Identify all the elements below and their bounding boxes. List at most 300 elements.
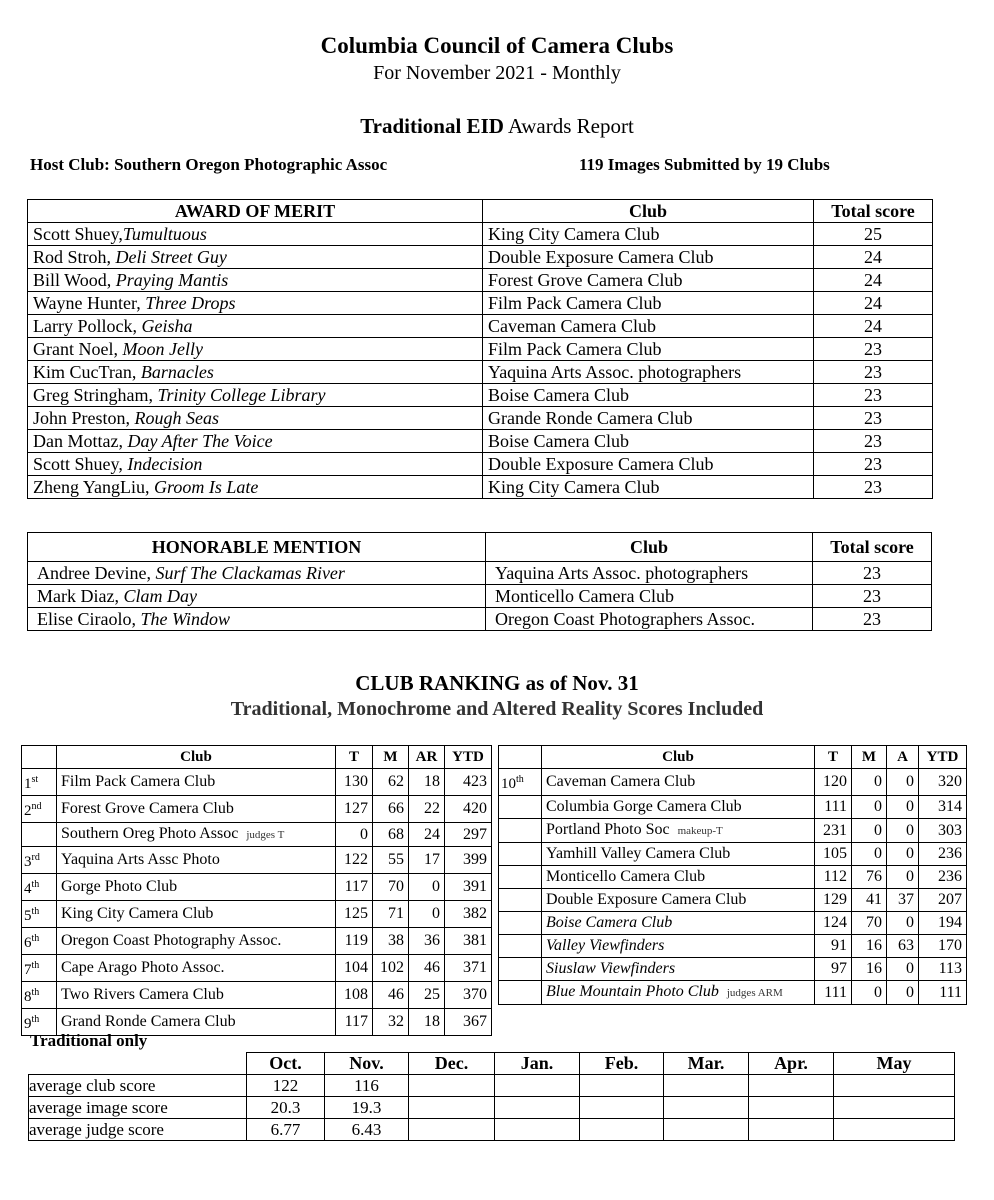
table-row (499, 796, 967, 819)
table-row (28, 562, 932, 585)
entry-cell (28, 292, 483, 315)
club-cell (542, 981, 815, 1005)
rank-suffix: th (31, 906, 40, 917)
image-title: Moon Jelly (122, 339, 203, 359)
rank-cell (499, 819, 542, 843)
ytd-score: 423 (445, 769, 492, 796)
club-name: Boise Camera Club (546, 914, 673, 931)
club-cell (57, 796, 336, 823)
ar-score: 18 (409, 769, 445, 796)
ar-score: 46 (409, 955, 445, 982)
rank-number: 1 (24, 776, 32, 792)
rank-cell (499, 981, 542, 1005)
rank-number: 10 (501, 776, 516, 792)
image-title: Praying Mantis (115, 270, 229, 290)
score-cell: 24 (814, 246, 933, 269)
image-title: Rough Seas (134, 408, 220, 428)
rank-cell (22, 847, 57, 874)
club-cell: Yaquina Arts Assoc. photographers (483, 361, 814, 384)
images-submitted: 119 Images Submitted by 19 Clubs (579, 155, 830, 174)
col-m: M (373, 746, 409, 769)
t-score: 0 (336, 823, 373, 847)
col-club: Club (483, 200, 814, 223)
ytd-score: 170 (919, 935, 967, 958)
m-score: 68 (373, 823, 409, 847)
entry-cell (28, 453, 483, 476)
month-value (664, 1097, 749, 1119)
month-header: Dec. (409, 1053, 495, 1075)
t-score: 111 (815, 981, 852, 1005)
page-title: Columbia Council of Camera Clubs (320, 33, 674, 58)
rank-number: 4 (24, 881, 32, 897)
month-value (834, 1097, 955, 1119)
club-cell (57, 928, 336, 955)
score-cell: 23 (814, 407, 933, 430)
ytd-score: 194 (919, 912, 967, 935)
ar-score: 18 (409, 1009, 445, 1036)
club-cell (57, 874, 336, 901)
m-score: 55 (373, 847, 409, 874)
ar-score: 24 (409, 823, 445, 847)
a-score: 0 (887, 958, 919, 981)
table-row (22, 847, 492, 874)
t-score: 130 (336, 769, 373, 796)
table-row (499, 819, 967, 843)
col-ar: AR (409, 746, 445, 769)
table-row (28, 223, 933, 246)
score-cell: 23 (814, 361, 933, 384)
image-title: Deli Street Guy (115, 247, 227, 267)
month-header: Nov. (325, 1053, 409, 1075)
club-cell: Double Exposure Camera Club (483, 453, 814, 476)
image-title: Tumultuous (122, 224, 207, 244)
rank-cell (499, 769, 542, 796)
rank-number: 8 (24, 989, 32, 1005)
rank-number: 5 (24, 908, 32, 924)
author-name: Bill Wood, (33, 270, 116, 290)
col-ytd: YTD (445, 746, 492, 769)
month-value (580, 1119, 664, 1141)
m-score: 66 (373, 796, 409, 823)
club-cell: Film Pack Camera Club (483, 338, 814, 361)
col-t: T (815, 746, 852, 769)
ytd-score: 113 (919, 958, 967, 981)
ytd-score: 207 (919, 889, 967, 912)
ytd-score: 297 (445, 823, 492, 847)
t-score: 119 (336, 928, 373, 955)
traditional-only-label: Traditional only (30, 1031, 148, 1050)
entry-cell (28, 384, 483, 407)
month-header: Jan. (495, 1053, 580, 1075)
table-row (28, 361, 933, 384)
table-row (28, 315, 933, 338)
club-cell: Oregon Coast Photographers Assoc. (486, 608, 813, 631)
rank-cell (22, 796, 57, 823)
score-cell: 23 (814, 384, 933, 407)
table-row (28, 407, 933, 430)
club-name: Double Exposure Camera Club (546, 891, 747, 908)
image-title: Surf The Clackamas River (155, 563, 345, 583)
ranking-table-right (498, 745, 967, 1005)
ytd-score: 111 (919, 981, 967, 1005)
score-cell: 24 (814, 269, 933, 292)
club-name: Caveman Camera Club (546, 773, 696, 790)
t-score: 105 (815, 843, 852, 866)
m-score: 0 (852, 769, 887, 796)
m-score: 76 (852, 866, 887, 889)
rank-number: 9 (24, 1016, 32, 1032)
rank-number: 3 (24, 854, 32, 870)
club-note: judges T (246, 829, 285, 841)
month-header: May (834, 1053, 955, 1075)
t-score: 117 (336, 874, 373, 901)
rank-suffix: th (31, 987, 40, 998)
m-score: 62 (373, 769, 409, 796)
score-cell: 23 (814, 476, 933, 499)
col-a: A (887, 746, 919, 769)
table-row (499, 769, 967, 796)
score-cell: 23 (814, 453, 933, 476)
club-name: Film Pack Camera Club (61, 773, 216, 790)
col-score: Total score (814, 200, 933, 223)
author-name: Mark Diaz, (37, 586, 124, 606)
image-title: Geisha (141, 316, 193, 336)
table-row (29, 1097, 955, 1119)
ytd-score: 371 (445, 955, 492, 982)
club-cell (542, 912, 815, 935)
month-header: Apr. (749, 1053, 834, 1075)
club-cell (57, 769, 336, 796)
club-name: King City Camera Club (61, 905, 214, 922)
club-cell (542, 935, 815, 958)
col-honorable: HONORABLE MENTION (28, 533, 486, 562)
entry-cell (28, 562, 486, 585)
entry-cell (28, 269, 483, 292)
t-score: 231 (815, 819, 852, 843)
rank-suffix: rd (31, 852, 40, 863)
club-cell (542, 958, 815, 981)
club-cell (57, 955, 336, 982)
author-name: Dan Mottaz, (33, 431, 128, 451)
month-value: 20.3 (247, 1097, 325, 1119)
report-title (0, 114, 994, 139)
ranking-title: CLUB RANKING as of Nov. 31 (355, 671, 639, 695)
table-row (28, 608, 932, 631)
table-row (22, 982, 492, 1009)
club-cell: King City Camera Club (483, 476, 814, 499)
ytd-score: 236 (919, 843, 967, 866)
m-score: 46 (373, 982, 409, 1009)
entry-cell (28, 585, 486, 608)
author-name: Rod Stroh, (33, 247, 116, 267)
entry-cell (28, 476, 483, 499)
club-cell: Grande Ronde Camera Club (483, 407, 814, 430)
rank-number: 6 (24, 935, 32, 951)
a-score: 0 (887, 866, 919, 889)
m-score: 32 (373, 1009, 409, 1036)
club-name: Grand Ronde Camera Club (61, 1013, 236, 1030)
row-label: average judge score (29, 1119, 247, 1141)
club-name: Gorge Photo Club (61, 878, 178, 895)
month-header: Feb. (580, 1053, 664, 1075)
month-header: Oct. (247, 1053, 325, 1075)
m-score: 0 (852, 796, 887, 819)
ytd-score: 320 (919, 769, 967, 796)
month-value (580, 1075, 664, 1097)
score-cell: 25 (814, 223, 933, 246)
a-score: 0 (887, 769, 919, 796)
score-cell: 23 (814, 338, 933, 361)
image-title: Trinity College Library (157, 385, 326, 405)
table-row (28, 246, 933, 269)
ranking-table-left (21, 745, 492, 1036)
entry-cell (28, 608, 486, 631)
m-score: 70 (852, 912, 887, 935)
table-row (28, 384, 933, 407)
blank-header (29, 1053, 247, 1075)
month-value: 122 (247, 1075, 325, 1097)
image-title: Barnacles (140, 362, 214, 382)
ar-score: 0 (409, 874, 445, 901)
ar-score: 0 (409, 901, 445, 928)
col-m: M (852, 746, 887, 769)
month-value: 116 (325, 1075, 409, 1097)
row-label: average club score (29, 1075, 247, 1097)
table-row (28, 585, 932, 608)
ar-score: 17 (409, 847, 445, 874)
m-score: 16 (852, 935, 887, 958)
author-name: Scott Shuey, (33, 224, 123, 244)
club-name: Southern Oreg Photo Assoc (61, 825, 239, 842)
host-club: Host Club: Southern Oregon Photographic Assoc (30, 155, 388, 174)
col-ytd: YTD (919, 746, 967, 769)
club-note: makeup-T (677, 825, 723, 837)
rank-cell (22, 928, 57, 955)
month-header: Mar. (664, 1053, 749, 1075)
ytd-score: 303 (919, 819, 967, 843)
rank-suffix: th (31, 933, 40, 944)
entry-cell (28, 407, 483, 430)
month-value (664, 1119, 749, 1141)
ytd-score: 370 (445, 982, 492, 1009)
table-row (22, 901, 492, 928)
table-row (499, 912, 967, 935)
m-score: 0 (852, 819, 887, 843)
m-score: 0 (852, 843, 887, 866)
t-score: 120 (815, 769, 852, 796)
club-cell (542, 889, 815, 912)
table-row (29, 1119, 955, 1141)
club-cell: Double Exposure Camera Club (483, 246, 814, 269)
a-score: 0 (887, 912, 919, 935)
m-score: 0 (852, 981, 887, 1005)
month-value: 19.3 (325, 1097, 409, 1119)
t-score: 112 (815, 866, 852, 889)
entry-cell (28, 338, 483, 361)
club-cell: Boise Camera Club (483, 430, 814, 453)
club-name: Portland Photo Soc (546, 821, 670, 838)
a-score: 0 (887, 981, 919, 1005)
club-name: Yaquina Arts Assc Photo (61, 851, 220, 868)
month-value (409, 1097, 495, 1119)
t-score: 124 (815, 912, 852, 935)
m-score: 41 (852, 889, 887, 912)
month-value: 6.43 (325, 1119, 409, 1141)
image-title: The Window (140, 609, 230, 629)
a-score: 0 (887, 843, 919, 866)
club-name: Columbia Gorge Camera Club (546, 798, 742, 815)
report-title-rest: Awards Report (503, 114, 634, 138)
club-cell: Film Pack Camera Club (483, 292, 814, 315)
month-value (834, 1075, 955, 1097)
ranking-subtitle: Traditional, Monochrome and Altered Reality Scores Included (230, 698, 764, 720)
table-row (499, 981, 967, 1005)
t-score: 117 (336, 1009, 373, 1036)
table-row (22, 769, 492, 796)
club-name: Two Rivers Camera Club (61, 986, 224, 1003)
score-cell: 23 (813, 585, 932, 608)
ar-score: 22 (409, 796, 445, 823)
col-score: Total score (813, 533, 932, 562)
club-cell (542, 843, 815, 866)
table-row (28, 453, 933, 476)
ar-score: 25 (409, 982, 445, 1009)
t-score: 125 (336, 901, 373, 928)
table-row (28, 338, 933, 361)
t-score: 111 (815, 796, 852, 819)
a-score: 37 (887, 889, 919, 912)
rank-cell (22, 955, 57, 982)
a-score: 0 (887, 819, 919, 843)
club-cell: Yaquina Arts Assoc. photographers (486, 562, 813, 585)
entry-cell (28, 246, 483, 269)
club-cell: King City Camera Club (483, 223, 814, 246)
col-club: Club (542, 746, 815, 769)
club-cell: Forest Grove Camera Club (483, 269, 814, 292)
m-score: 70 (373, 874, 409, 901)
club-name: Oregon Coast Photography Assoc. (61, 932, 282, 949)
month-value (495, 1119, 580, 1141)
club-name: Blue Mountain Photo Club (546, 983, 719, 1000)
club-cell (542, 796, 815, 819)
honorable-mention-table (27, 532, 932, 631)
month-value: 6.77 (247, 1119, 325, 1141)
table-row (22, 796, 492, 823)
author-name: Wayne Hunter, (33, 293, 146, 313)
club-name: Yamhill Valley Camera Club (546, 845, 731, 862)
t-score: 108 (336, 982, 373, 1009)
club-cell (542, 769, 815, 796)
t-score: 97 (815, 958, 852, 981)
club-name: Forest Grove Camera Club (61, 800, 234, 817)
image-title: Day After The Voice (127, 431, 273, 451)
a-score: 0 (887, 796, 919, 819)
ytd-score: 314 (919, 796, 967, 819)
month-value (749, 1119, 834, 1141)
page-subtitle: For November 2021 - Monthly (373, 62, 621, 84)
table-row (22, 955, 492, 982)
author-name: Greg Stringham, (33, 385, 158, 405)
col-rank (499, 746, 542, 769)
month-value (749, 1097, 834, 1119)
ytd-score: 399 (445, 847, 492, 874)
table-row (22, 874, 492, 901)
club-cell: Caveman Camera Club (483, 315, 814, 338)
col-rank (22, 746, 57, 769)
ytd-score: 367 (445, 1009, 492, 1036)
a-score: 63 (887, 935, 919, 958)
rank-number: 2 (24, 803, 32, 819)
author-name: Grant Noel, (33, 339, 123, 359)
month-value (409, 1119, 495, 1141)
club-name: Siuslaw Viewfinders (546, 960, 676, 977)
rank-suffix: th (31, 1014, 40, 1025)
col-award: AWARD OF MERIT (28, 200, 483, 223)
entry-cell (28, 315, 483, 338)
score-cell: 23 (813, 608, 932, 631)
rank-cell (22, 823, 57, 847)
entry-cell (28, 223, 483, 246)
table-row (499, 866, 967, 889)
score-cell: 23 (814, 430, 933, 453)
rank-number: 7 (24, 962, 32, 978)
month-value (409, 1075, 495, 1097)
ytd-score: 236 (919, 866, 967, 889)
rank-suffix: th (516, 774, 524, 785)
ytd-score: 420 (445, 796, 492, 823)
rank-cell (499, 935, 542, 958)
author-name: Scott Shuey, (33, 454, 128, 474)
col-club: Club (57, 746, 336, 769)
t-score: 91 (815, 935, 852, 958)
table-row (499, 889, 967, 912)
club-cell (542, 866, 815, 889)
author-name: Zheng YangLiu, (33, 477, 154, 497)
rank-cell (499, 796, 542, 819)
image-title: Indecision (127, 454, 203, 474)
table-row (22, 823, 492, 847)
rank-cell (499, 843, 542, 866)
club-cell (542, 819, 815, 843)
t-score: 122 (336, 847, 373, 874)
rank-cell (22, 874, 57, 901)
table-row (499, 935, 967, 958)
ytd-score: 382 (445, 901, 492, 928)
image-title: Groom Is Late (154, 477, 259, 497)
author-name: Andree Devine, (37, 563, 156, 583)
rank-suffix: th (31, 879, 40, 890)
t-score: 129 (815, 889, 852, 912)
rank-suffix: th (31, 960, 40, 971)
club-cell (57, 982, 336, 1009)
author-name: John Preston, (33, 408, 135, 428)
month-value (495, 1075, 580, 1097)
t-score: 104 (336, 955, 373, 982)
month-value (664, 1075, 749, 1097)
rank-cell (22, 901, 57, 928)
rank-cell (499, 958, 542, 981)
traditional-averages-table (28, 1052, 955, 1141)
author-name: Kim CucTran, (33, 362, 141, 382)
club-name: Valley Viewfinders (546, 937, 665, 954)
rank-cell (499, 912, 542, 935)
score-cell: 24 (814, 315, 933, 338)
club-name: Monticello Camera Club (546, 868, 706, 885)
club-cell: Monticello Camera Club (486, 585, 813, 608)
col-t: T (336, 746, 373, 769)
ar-score: 36 (409, 928, 445, 955)
rank-cell (499, 889, 542, 912)
